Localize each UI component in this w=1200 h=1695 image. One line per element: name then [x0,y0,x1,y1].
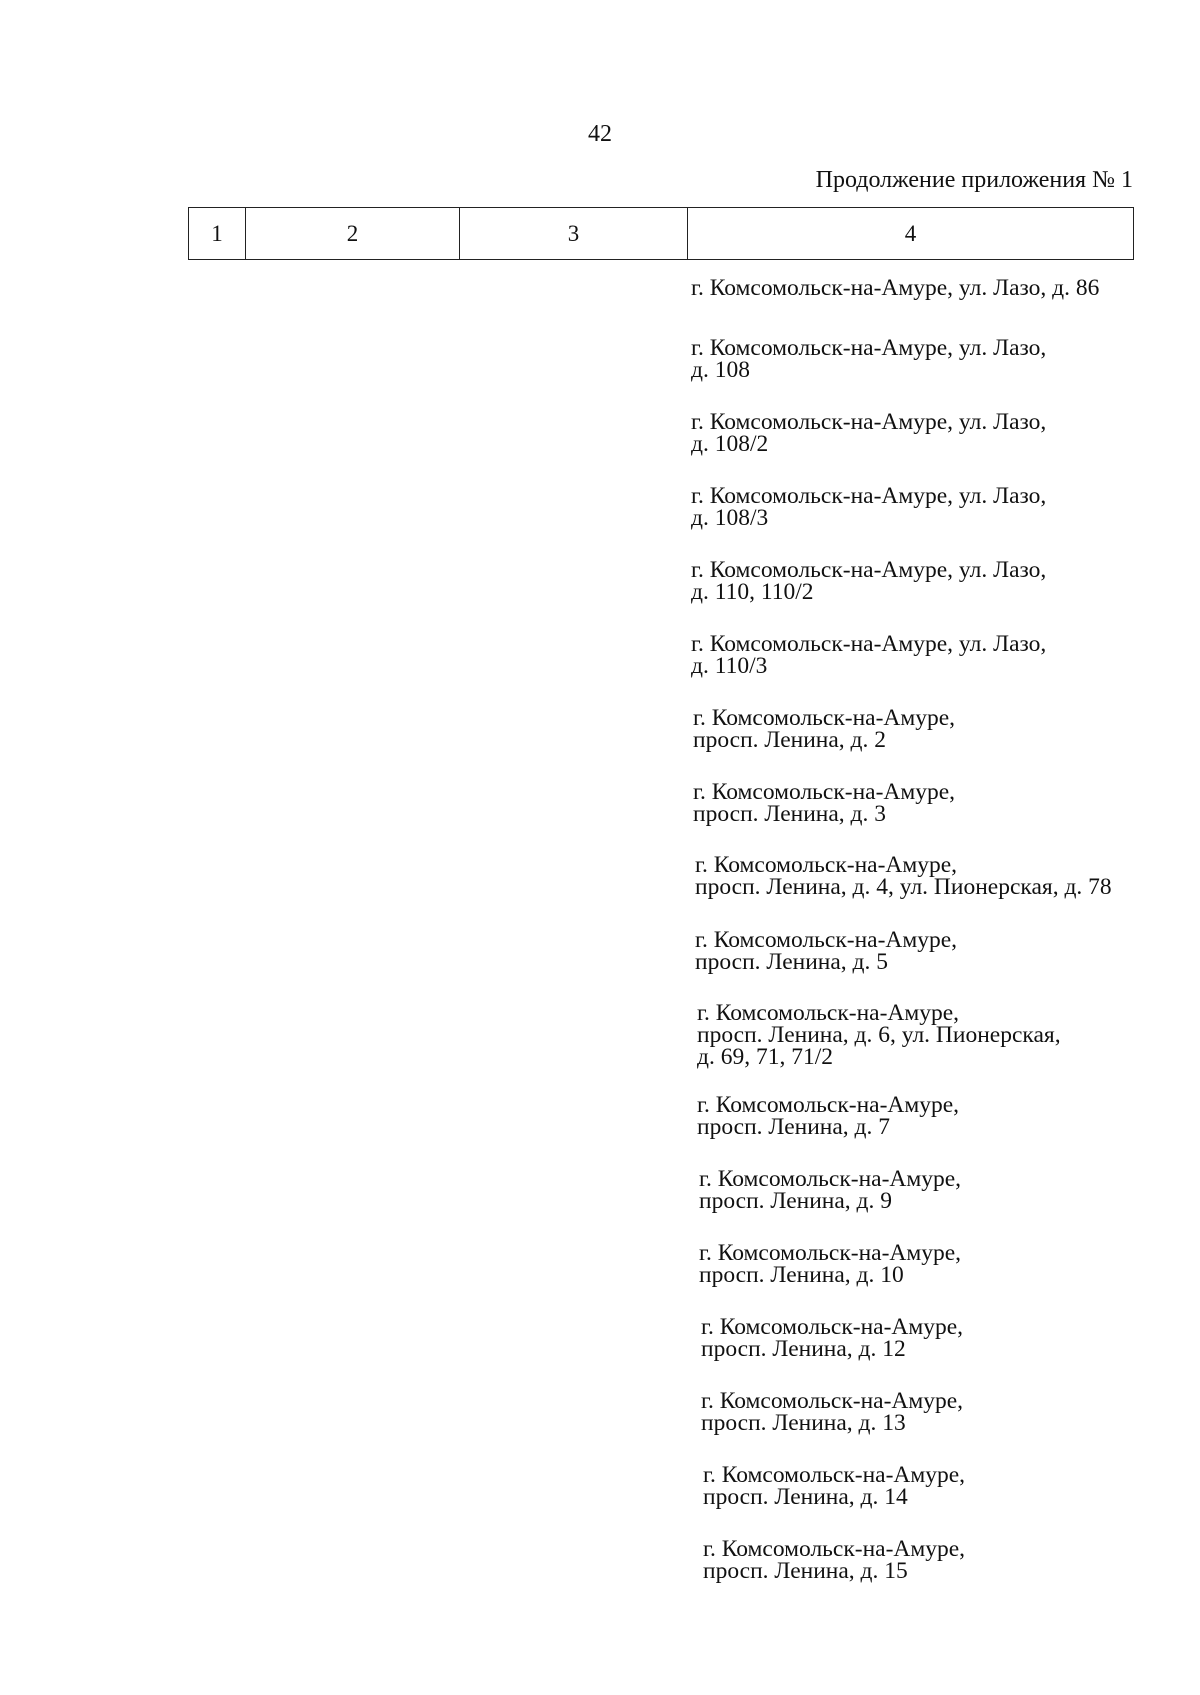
address-entry [703,1464,965,1508]
address-entry [691,277,1099,299]
address-entry [695,929,957,973]
address-line: д. 108 [691,357,750,383]
address-line: просп. Ленина, д. 13 [701,1410,906,1436]
page-number: 42 [588,121,612,147]
address-line: г. Комсомольск-на-Амуре, [701,1388,964,1414]
address-line: просп. Ленина, д. 15 [703,1558,908,1584]
address-line: г. Комсомольск-на-Амуре, [703,1536,966,1562]
address-line: просп. Ленина, д. 3 [693,801,886,827]
column-header-3: 3 [460,208,688,260]
address-line: просп. Ленина, д. 6, ул. Пионерская, [697,1022,1061,1048]
address-line: д. 110/3 [691,653,768,679]
column-header-4: 4 [688,208,1134,260]
address-entry [691,559,1046,603]
address-entry [701,1390,963,1434]
address-line: г. Комсомольск-на-Амуре, ул. Лазо, [691,335,1047,361]
address-line: г. Комсомольск-на-Амуре, [701,1314,964,1340]
continuation-title: Продолжение приложения № 1 [815,167,1133,193]
address-line: просп. Ленина, д. 4, ул. Пионерская, д. 78 [695,874,1112,900]
address-line: г. Комсомольск-на-Амуре, [703,1462,966,1488]
address-line: просп. Ленина, д. 10 [699,1262,904,1288]
address-line: просп. Ленина, д. 14 [703,1484,908,1510]
address-entry [691,633,1046,677]
column-header-row [189,208,1134,260]
address-entry [693,707,955,751]
address-line: г. Комсомольск-на-Амуре, [693,779,956,805]
address-entry [691,337,1046,381]
address-entry [701,1316,963,1360]
address-entry [703,1538,965,1582]
address-entry [695,854,1112,898]
address-line: просп. Ленина, д. 9 [699,1188,892,1214]
address-entry [697,1002,1061,1068]
address-entry [699,1168,961,1212]
address-entry [699,1242,961,1286]
address-line: г. Комсомольск-на-Амуре, [695,852,958,878]
column-header-table [188,207,1134,260]
column-header-1: 1 [189,208,246,260]
address-entry [697,1094,959,1138]
address-line: просп. Ленина, д. 2 [693,727,886,753]
address-line: г. Комсомольск-на-Амуре, ул. Лазо, [691,483,1047,509]
address-line: г. Комсомольск-на-Амуре, [699,1240,962,1266]
address-line: г. Комсомольск-на-Амуре, ул. Лазо, д. 86 [691,275,1100,301]
address-line: просп. Ленина, д. 7 [697,1114,890,1140]
address-line: г. Комсомольск-на-Амуре, ул. Лазо, [691,409,1047,435]
address-line: д. 69, 71, 71/2 [697,1044,833,1070]
address-line: г. Комсомольск-на-Амуре, [693,705,956,731]
address-line: просп. Ленина, д. 5 [695,949,888,975]
address-line: г. Комсомольск-на-Амуре, ул. Лазо, [691,631,1047,657]
address-line: г. Комсомольск-на-Амуре, [697,1092,960,1118]
address-entry [691,485,1046,529]
address-line: г. Комсомольск-на-Амуре, [697,1000,960,1026]
address-line: г. Комсомольск-на-Амуре, [699,1166,962,1192]
address-line: просп. Ленина, д. 12 [701,1336,906,1362]
address-line: г. Комсомольск-на-Амуре, ул. Лазо, [691,557,1047,583]
address-entry [691,411,1046,455]
address-line: г. Комсомольск-на-Амуре, [695,927,958,953]
address-line: д. 110, 110/2 [691,579,814,605]
column-header-2: 2 [246,208,460,260]
address-list [0,275,1200,1584]
address-line: д. 108/3 [691,505,769,531]
address-entry [693,781,955,825]
address-line: д. 108/2 [691,431,769,457]
